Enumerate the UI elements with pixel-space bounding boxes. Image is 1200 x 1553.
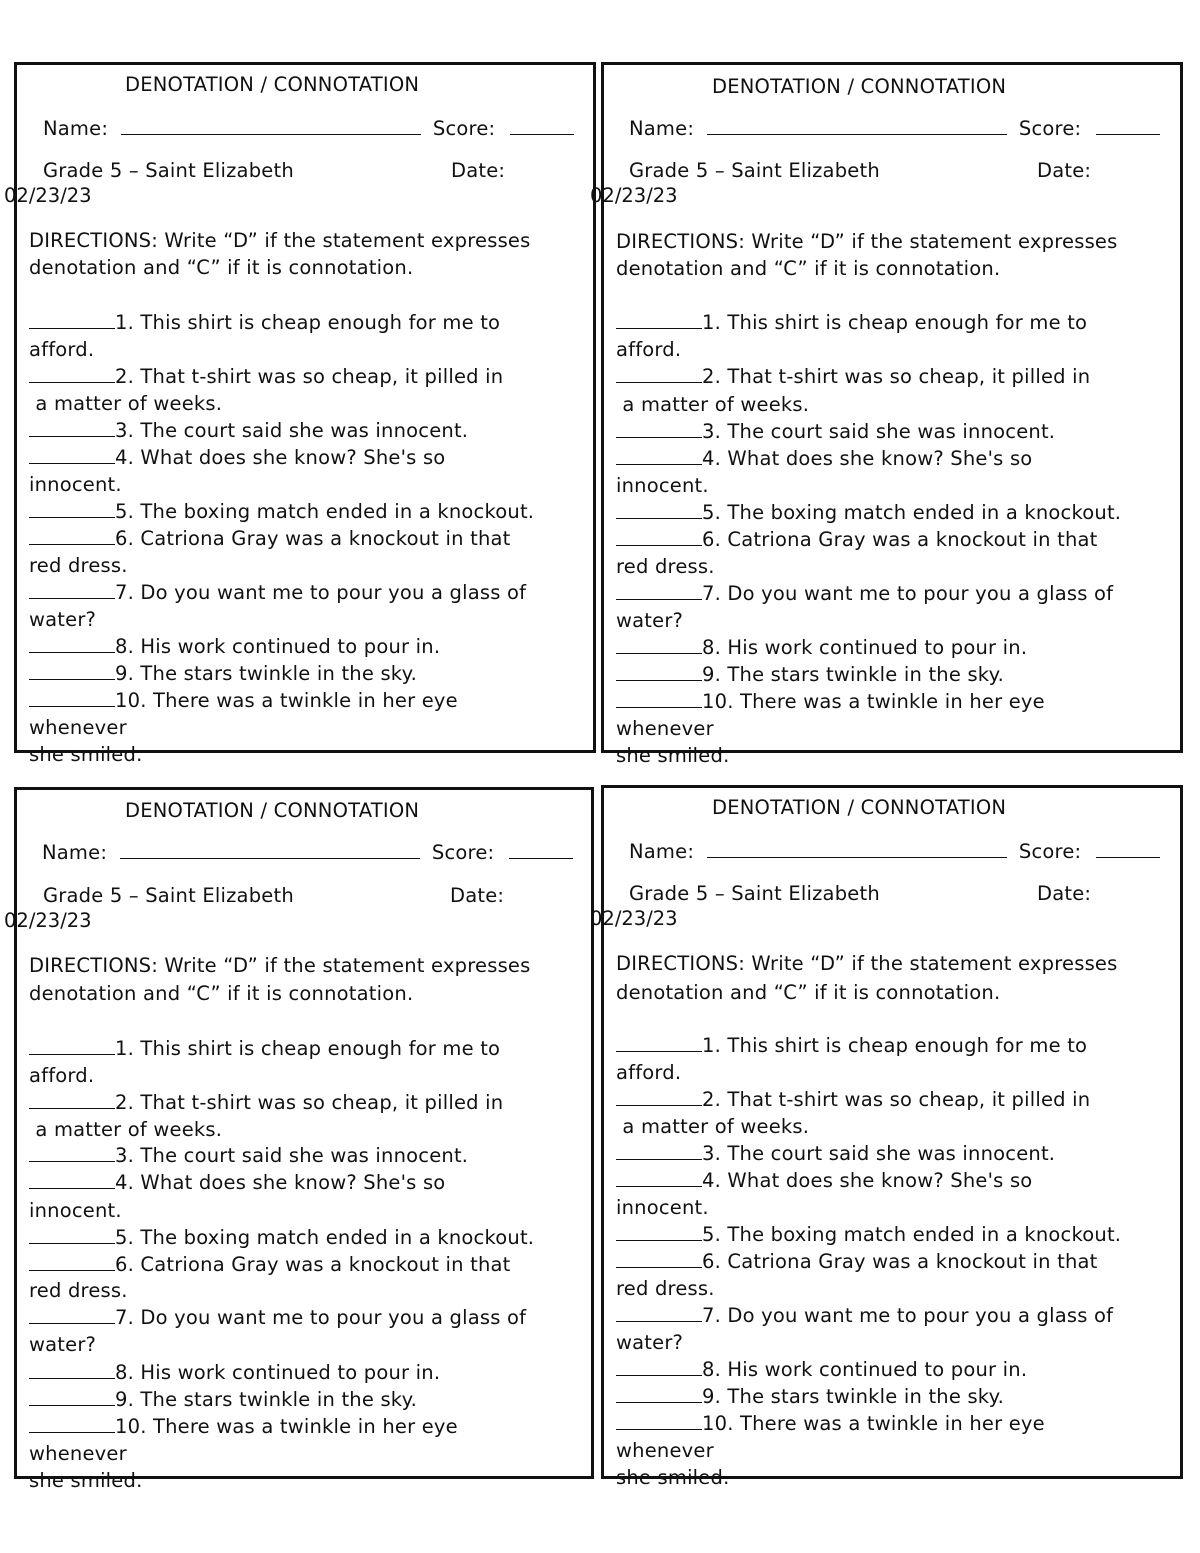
item-1-cont: afford. (616, 1061, 682, 1084)
name-label: Name: (42, 841, 108, 864)
item-2: 2. That t-shirt was so cheap, it pilled in (29, 1089, 503, 1116)
item-2-cont: a matter of weeks. (616, 1115, 810, 1138)
answer-blank[interactable] (29, 1388, 115, 1406)
item-4: 4. What does she know? She's so (616, 445, 1032, 472)
answer-blank[interactable] (29, 527, 115, 545)
item-8: 8. His work continued to pour in. (29, 633, 440, 660)
date-label: Date: (1037, 882, 1092, 905)
grade-section: Grade 5 – Saint Elizabeth (629, 159, 880, 182)
answer-blank[interactable] (616, 1358, 702, 1376)
item-9: 9. The stars twinkle in the sky. (29, 660, 417, 687)
directions-line-1: DIRECTIONS: Write “D” if the statement expresses (616, 230, 1118, 253)
item-6-cont: red dress. (616, 1277, 715, 1300)
item-5: 5. The boxing match ended in a knockout. (29, 498, 534, 525)
worksheet-card-top-right (601, 62, 1183, 767)
item-6-cont: red dress. (29, 1279, 128, 1302)
answer-blank[interactable] (29, 1037, 115, 1055)
worksheet-title: DENOTATION / CONNOTATION (712, 796, 1007, 819)
worksheet-card-top-left (14, 62, 596, 766)
item-10-cont: whenever (616, 1439, 714, 1462)
score-label: Score: (1018, 117, 1082, 140)
item-8: 8. His work continued to pour in. (616, 634, 1027, 661)
item-3: 3. The court said she was innocent. (29, 1142, 468, 1169)
answer-blank[interactable] (616, 663, 702, 681)
item-1: 1. This shirt is cheap enough for me to (29, 1035, 500, 1062)
item-6: 6. Catriona Gray was a knockout in that (29, 525, 511, 552)
answer-blank[interactable] (616, 1385, 702, 1403)
name-row (43, 115, 574, 142)
item-10-cont-2: she smiled. (29, 1469, 143, 1492)
item-4: 4. What does she know? She's so (616, 1167, 1032, 1194)
item-7: 7. Do you want me to pour you a glass of (29, 579, 526, 606)
answer-blank[interactable] (616, 1250, 702, 1268)
item-10: 10. There was a twinkle in her eye (29, 1413, 458, 1440)
date-label: Date: (450, 884, 505, 907)
item-1: 1. This shirt is cheap enough for me to (616, 309, 1087, 336)
grade-section: Grade 5 – Saint Elizabeth (43, 884, 294, 907)
name-blank[interactable] (707, 117, 1007, 135)
item-5: 5. The boxing match ended in a knockout. (616, 499, 1121, 526)
answer-blank[interactable] (616, 420, 702, 438)
answer-blank[interactable] (29, 311, 115, 329)
worksheet-title: DENOTATION / CONNOTATION (125, 799, 420, 822)
item-7-cont: water? (616, 1331, 684, 1354)
answer-blank[interactable] (29, 1415, 115, 1433)
item-8: 8. His work continued to pour in. (29, 1359, 440, 1386)
answer-blank[interactable] (29, 1171, 115, 1189)
item-7: 7. Do you want me to pour you a glass of (616, 1302, 1113, 1329)
answer-blank[interactable] (29, 446, 115, 464)
directions-line-2: denotation and “C” if it is connotation. (29, 256, 414, 279)
answer-blank[interactable] (29, 1253, 115, 1271)
item-6-cont: red dress. (29, 554, 128, 577)
item-8: 8. His work continued to pour in. (616, 1356, 1027, 1383)
item-1-cont: afford. (29, 338, 95, 361)
answer-blank[interactable] (616, 1142, 702, 1160)
name-blank[interactable] (120, 841, 420, 859)
item-2-cont: a matter of weeks. (29, 1118, 223, 1141)
item-10-cont: whenever (29, 1442, 127, 1465)
date-label: Date: (1037, 159, 1092, 182)
directions-line-1: DIRECTIONS: Write “D” if the statement expresses (616, 952, 1118, 975)
item-2: 2. That t-shirt was so cheap, it pilled in (616, 1086, 1090, 1113)
item-9: 9. The stars twinkle in the sky. (616, 661, 1004, 688)
grade-section: Grade 5 – Saint Elizabeth (629, 882, 880, 905)
item-4-cont: innocent. (29, 473, 122, 496)
score-blank[interactable] (1096, 117, 1160, 135)
answer-blank[interactable] (616, 365, 702, 383)
directions-line-1: DIRECTIONS: Write “D” if the statement expresses (29, 229, 531, 252)
item-10-cont: whenever (29, 716, 127, 739)
item-7-cont: water? (29, 608, 97, 631)
item-7: 7. Do you want me to pour you a glass of (616, 580, 1113, 607)
date-value: 02/23/23 (4, 184, 92, 207)
worksheet-card-bottom-left (14, 787, 594, 1492)
answer-blank[interactable] (616, 501, 702, 519)
item-10-cont-2: she smiled. (616, 744, 730, 767)
answer-blank[interactable] (616, 690, 702, 708)
name-row (42, 839, 573, 866)
item-2-cont: a matter of weeks. (29, 392, 223, 415)
answer-blank[interactable] (29, 1091, 115, 1109)
answer-blank[interactable] (29, 1144, 115, 1162)
item-7-cont: water? (616, 609, 684, 632)
answer-blank[interactable] (616, 528, 702, 546)
item-4-cont: innocent. (29, 1199, 122, 1222)
name-blank[interactable] (121, 117, 421, 135)
item-1-cont: afford. (29, 1064, 95, 1087)
answer-blank[interactable] (616, 311, 702, 329)
answer-blank[interactable] (616, 1412, 702, 1430)
answer-blank[interactable] (616, 1304, 702, 1322)
score-label: Score: (431, 841, 495, 864)
item-7-cont: water? (29, 1333, 97, 1356)
item-6: 6. Catriona Gray was a knockout in that (29, 1251, 511, 1278)
answer-blank[interactable] (616, 636, 702, 654)
item-10: 10. There was a twinkle in her eye (616, 688, 1045, 715)
answer-blank[interactable] (29, 1306, 115, 1324)
answer-blank[interactable] (29, 1226, 115, 1244)
item-10-cont-2: she smiled. (616, 1466, 730, 1489)
item-2: 2. That t-shirt was so cheap, it pilled in (616, 363, 1090, 390)
worksheet-card-bottom-right (601, 785, 1183, 1489)
name-label: Name: (629, 840, 695, 863)
directions-line-1: DIRECTIONS: Write “D” if the statement expresses (29, 954, 531, 977)
worksheet-title: DENOTATION / CONNOTATION (125, 73, 420, 96)
directions-line-2: denotation and “C” if it is connotation. (616, 981, 1001, 1004)
answer-blank[interactable] (29, 365, 115, 383)
answer-blank[interactable] (616, 447, 702, 465)
item-9: 9. The stars twinkle in the sky. (616, 1383, 1004, 1410)
date-value: 02/23/23 (590, 184, 678, 207)
name-row (629, 838, 1160, 865)
item-6: 6. Catriona Gray was a knockout in that (616, 526, 1098, 553)
item-4: 4. What does she know? She's so (29, 1169, 445, 1196)
item-9: 9. The stars twinkle in the sky. (29, 1386, 417, 1413)
item-2: 2. That t-shirt was so cheap, it pilled in (29, 363, 503, 390)
name-label: Name: (629, 117, 695, 140)
answer-blank[interactable] (616, 582, 702, 600)
answer-blank[interactable] (29, 500, 115, 518)
item-10-cont-2: she smiled. (29, 743, 143, 766)
item-1: 1. This shirt is cheap enough for me to (616, 1032, 1087, 1059)
answer-blank[interactable] (616, 1169, 702, 1187)
item-4-cont: innocent. (616, 1196, 709, 1219)
item-5: 5. The boxing match ended in a knockout. (29, 1224, 534, 1251)
name-row (629, 115, 1160, 142)
answer-blank[interactable] (616, 1034, 702, 1052)
answer-blank[interactable] (29, 581, 115, 599)
grade-section: Grade 5 – Saint Elizabeth (43, 159, 294, 182)
directions-line-2: denotation and “C” if it is connotation. (29, 982, 414, 1005)
item-5: 5. The boxing match ended in a knockout. (616, 1221, 1121, 1248)
answer-blank[interactable] (29, 689, 115, 707)
item-2-cont: a matter of weeks. (616, 393, 810, 416)
worksheet-title: DENOTATION / CONNOTATION (712, 75, 1007, 98)
item-10: 10. There was a twinkle in her eye (29, 687, 458, 714)
item-10: 10. There was a twinkle in her eye (616, 1410, 1045, 1437)
item-4-cont: innocent. (616, 474, 709, 497)
item-6-cont: red dress. (616, 555, 715, 578)
date-value: 02/23/23 (590, 907, 678, 930)
score-blank[interactable] (510, 117, 574, 135)
answer-blank[interactable] (29, 662, 115, 680)
answer-blank[interactable] (616, 1088, 702, 1106)
item-3: 3. The court said she was innocent. (29, 417, 468, 444)
name-label: Name: (43, 117, 109, 140)
score-blank[interactable] (509, 841, 573, 859)
name-blank[interactable] (707, 840, 1007, 858)
item-6: 6. Catriona Gray was a knockout in that (616, 1248, 1098, 1275)
item-1: 1. This shirt is cheap enough for me to (29, 309, 500, 336)
item-4: 4. What does she know? She's so (29, 444, 445, 471)
date-label: Date: (451, 159, 506, 182)
score-label: Score: (1018, 840, 1082, 863)
directions-line-2: denotation and “C” if it is connotation. (616, 257, 1001, 280)
item-3: 3. The court said she was innocent. (616, 418, 1055, 445)
item-3: 3. The court said she was innocent. (616, 1140, 1055, 1167)
answer-blank[interactable] (616, 1223, 702, 1241)
item-1-cont: afford. (616, 338, 682, 361)
date-value: 02/23/23 (4, 909, 92, 932)
answer-blank[interactable] (29, 635, 115, 653)
item-7: 7. Do you want me to pour you a glass of (29, 1304, 526, 1331)
answer-blank[interactable] (29, 1361, 115, 1379)
answer-blank[interactable] (29, 419, 115, 437)
item-10-cont: whenever (616, 717, 714, 740)
score-label: Score: (432, 117, 496, 140)
score-blank[interactable] (1096, 840, 1160, 858)
